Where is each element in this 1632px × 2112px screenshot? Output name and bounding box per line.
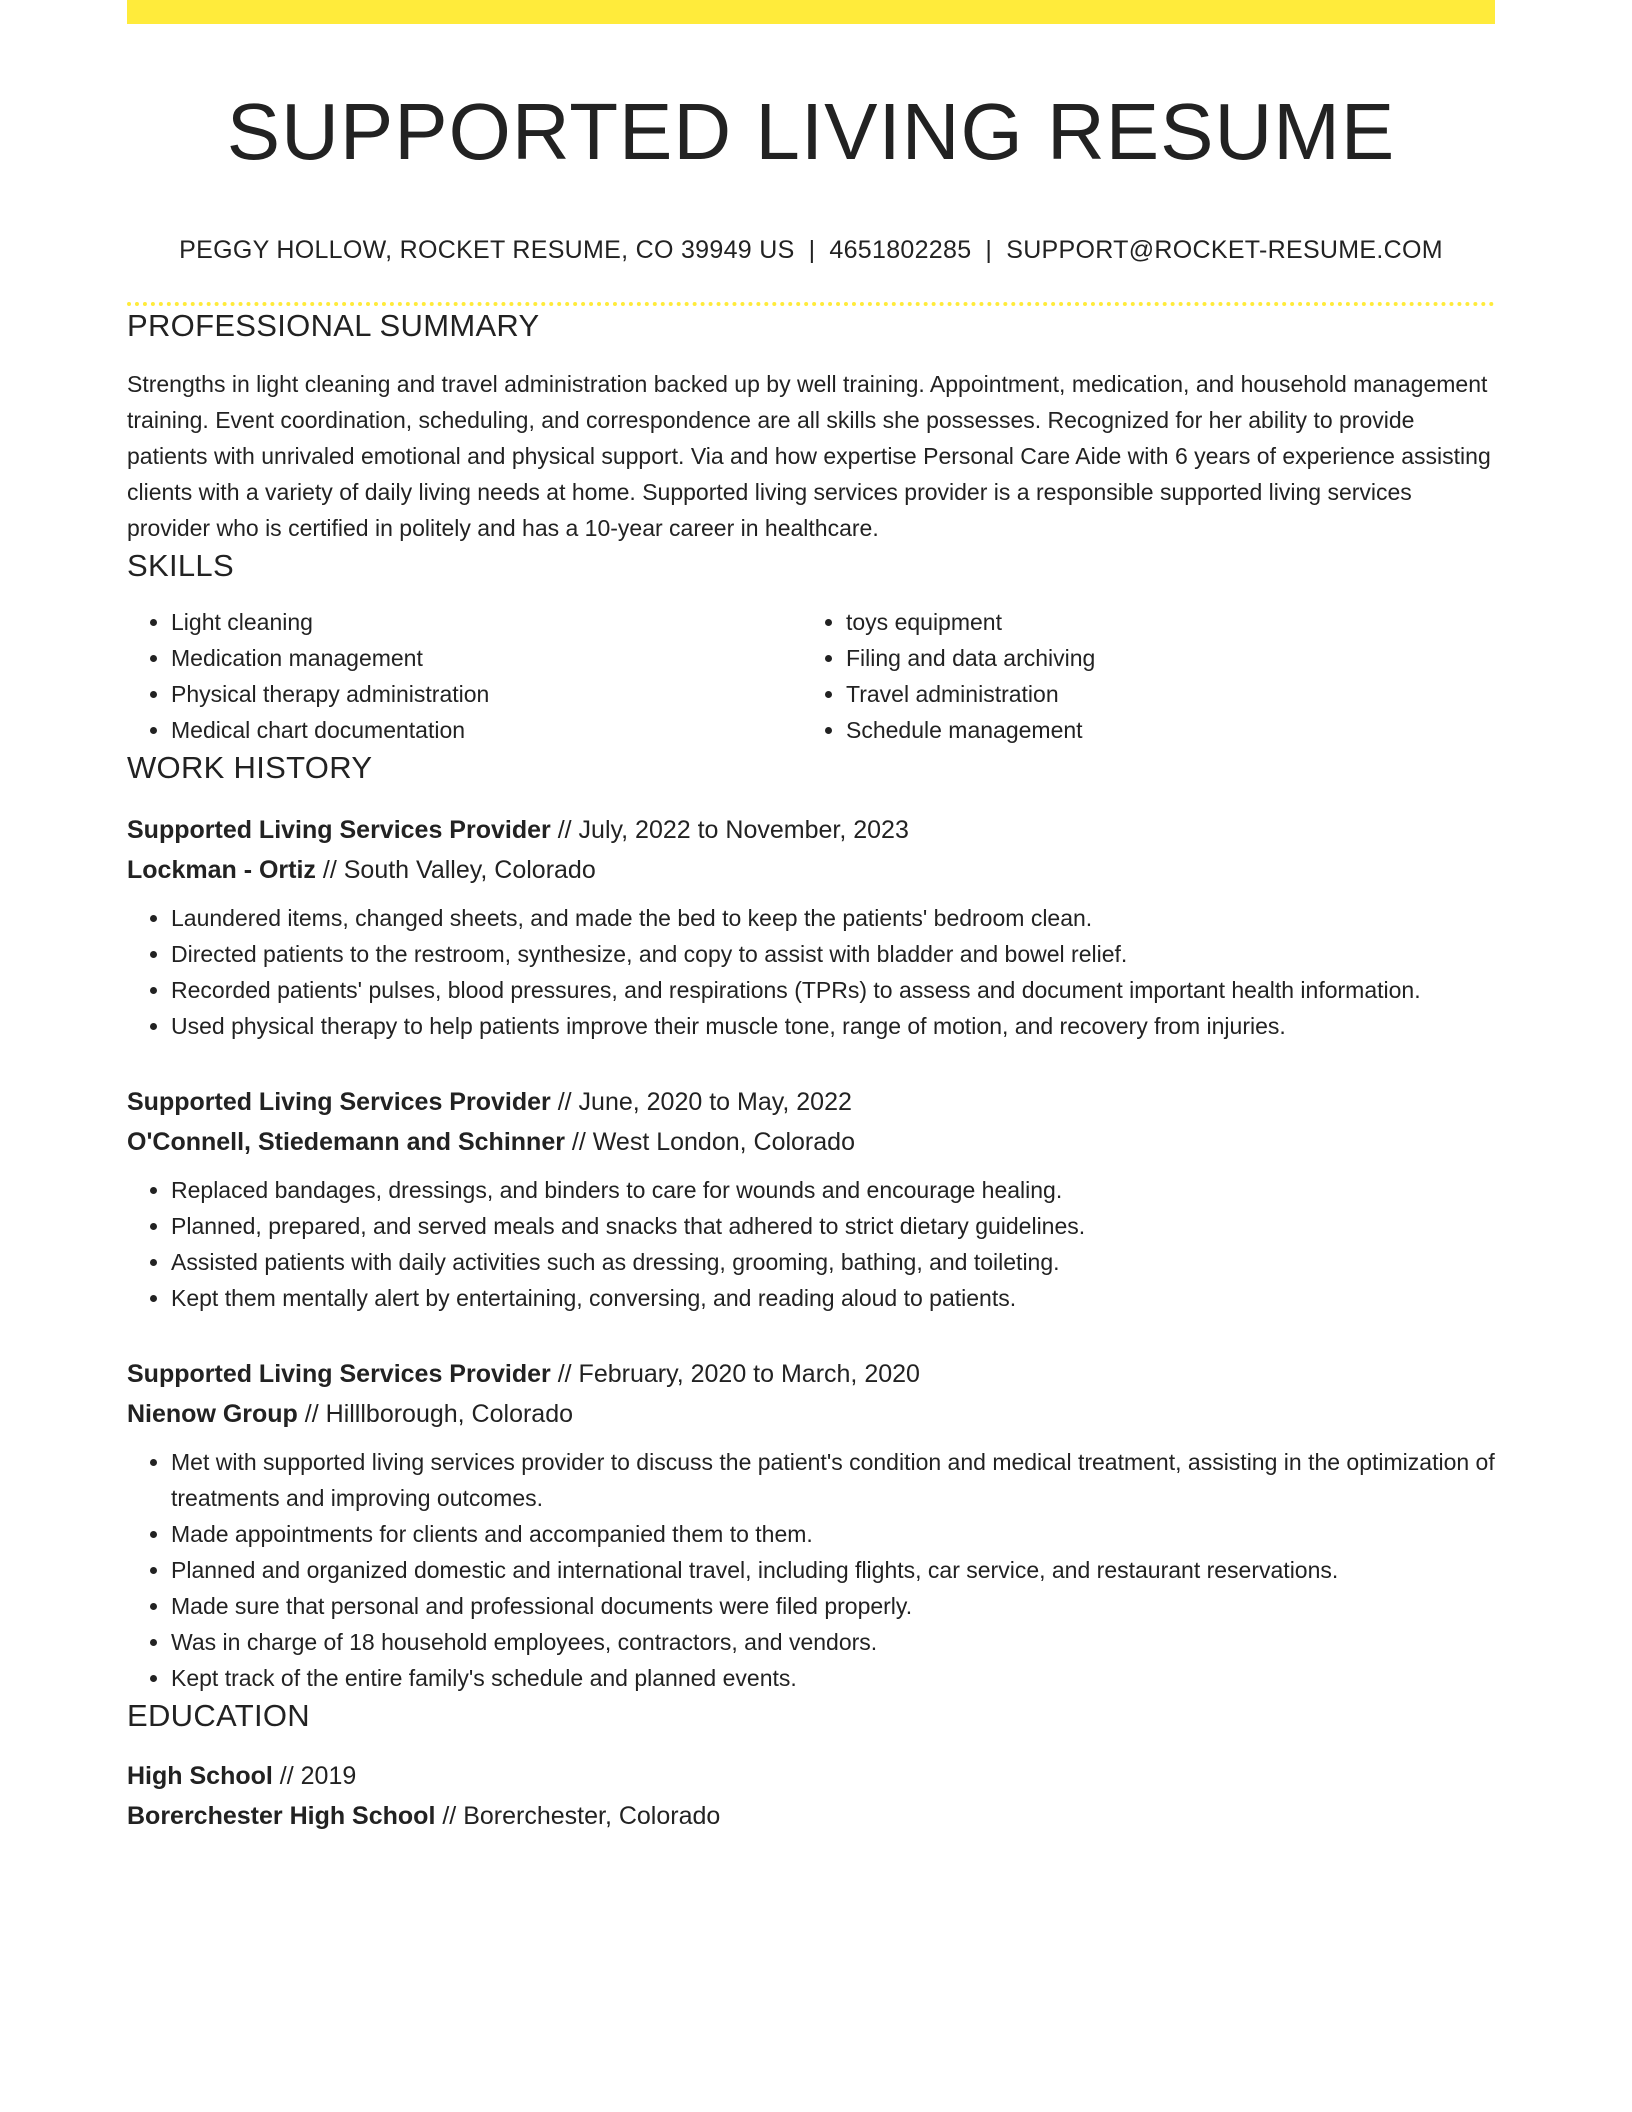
education-separator: // (279, 1762, 294, 1790)
job-company-line (127, 1122, 1495, 1162)
education-entry (127, 1756, 1495, 1836)
skills-list (127, 604, 1495, 748)
job-bullets (127, 900, 1495, 1044)
job-title: Supported Living Services Provider (127, 816, 551, 844)
job-separator: // (557, 1088, 572, 1116)
education-separator: // (442, 1802, 457, 1830)
resume-title: SUPPORTED LIVING RESUME (226, 87, 1396, 176)
education-school-line (127, 1796, 1495, 1836)
job-bullet: • Made appointments for clients and accompanied them to them. (171, 1516, 1495, 1552)
job-separator: // (571, 1128, 586, 1156)
job-company: Nienow Group (127, 1400, 298, 1428)
job-separator: // (322, 856, 337, 884)
job-separator: // (557, 1360, 572, 1388)
contact-line (127, 234, 1495, 266)
contact-separator: | (985, 236, 993, 264)
skill-item: • Light cleaning (171, 604, 802, 640)
education-school: Borerchester High School (127, 1802, 436, 1830)
skills-column-left (127, 604, 802, 748)
job-bullet: • Used physical therapy to help patients improve their muscle tone, range of motion, and recovery from injuries. (171, 1008, 1495, 1044)
job-title-line (127, 1354, 1495, 1394)
job-entry (127, 810, 1495, 1044)
job-dates: February, 2020 to March, 2020 (578, 1360, 920, 1388)
skills-heading: SKILLS (127, 548, 234, 583)
job-entry (127, 1354, 1495, 1696)
skill-item: • Medication management (171, 640, 802, 676)
job-bullet: • Recorded patients' pulses, blood pressures, and respirations (TPRs) to assess and document important health information. (171, 972, 1495, 1008)
summary-heading: PROFESSIONAL SUMMARY (127, 308, 540, 343)
job-title: Supported Living Services Provider (127, 1360, 551, 1388)
job-separator: // (304, 1400, 319, 1428)
skill-item: • Medical chart documentation (171, 712, 802, 748)
skill-item: • Physical therapy administration (171, 676, 802, 712)
education-degree-line (127, 1756, 1495, 1796)
job-bullet: • Planned and organized domestic and international travel, including flights, car service, and restaurant reservations. (171, 1552, 1495, 1588)
job-company: O'Connell, Stiedemann and Schinner (127, 1128, 565, 1156)
job-bullet: • Directed patients to the restroom, synthesize, and copy to assist with bladder and bowel relief. (171, 936, 1495, 972)
work-history-heading: WORK HISTORY (127, 750, 373, 785)
contact-phone: 4651802285 (829, 236, 972, 264)
skill-item: • Travel administration (846, 676, 1477, 712)
job-bullet: • Was in charge of 18 household employees, contractors, and vendors. (171, 1624, 1495, 1660)
job-company-line (127, 1394, 1495, 1434)
summary-text: Strengths in light cleaning and travel administration backed up by well training. Appointment, medication, and household management training. Event coordination, scheduling, and correspondence are all skills she possesses. Recognized for her ability to provide patients with unrivaled emotional and physical support. Via and how expertise Personal Care Aide with 6 years of experience assisting clients with a variety of daily living needs at home. Supported living services provider is a responsible supported living services provider who is certified in politely and has a 10-year career in healthcare. (127, 371, 1491, 541)
job-company: Lockman - Ortiz (127, 856, 316, 884)
job-bullet: • Met with supported living services provider to discuss the patient's condition and medical treatment, assisting in the optimization of treatments and improving outcomes. (171, 1444, 1495, 1516)
contact-email: SUPPORT@ROCKET-RESUME.COM (1006, 236, 1443, 264)
resume-page (127, 0, 1495, 1836)
education-heading: EDUCATION (127, 1698, 310, 1733)
top-accent-bar (127, 0, 1495, 24)
job-entry (127, 1082, 1495, 1316)
job-title: Supported Living Services Provider (127, 1088, 551, 1116)
education-degree: High School (127, 1762, 273, 1790)
job-bullet: • Laundered items, changed sheets, and made the bed to keep the patients' bedroom clean. (171, 900, 1495, 936)
job-bullet: • Replaced bandages, dressings, and binders to care for wounds and encourage healing. (171, 1172, 1495, 1208)
job-dates: July, 2022 to November, 2023 (578, 816, 909, 844)
job-location: West London, Colorado (592, 1128, 855, 1156)
job-bullet: • Kept them mentally alert by entertaining, conversing, and reading aloud to patients. (171, 1280, 1495, 1316)
contact-address: PEGGY HOLLOW, ROCKET RESUME, CO 39949 US (179, 236, 795, 264)
job-location: Hilllborough, Colorado (325, 1400, 574, 1428)
job-title-line (127, 810, 1495, 850)
job-company-line (127, 850, 1495, 890)
skills-column-right (802, 604, 1477, 748)
skill-item: • Schedule management (846, 712, 1477, 748)
job-bullet: • Assisted patients with daily activities such as dressing, grooming, bathing, and toileting. (171, 1244, 1495, 1280)
job-bullets (127, 1172, 1495, 1316)
skill-item: • Filing and data archiving (846, 640, 1477, 676)
job-separator: // (557, 816, 572, 844)
skill-item: • toys equipment (846, 604, 1477, 640)
education-year: 2019 (300, 1762, 357, 1790)
contact-separator: | (808, 236, 816, 264)
education-location: Borerchester, Colorado (463, 1802, 721, 1830)
job-dates: June, 2020 to May, 2022 (578, 1088, 852, 1116)
job-bullet: • Planned, prepared, and served meals and snacks that adhered to strict dietary guidelines. (171, 1208, 1495, 1244)
job-bullets (127, 1444, 1495, 1696)
job-bullet: • Kept track of the entire family's schedule and planned events. (171, 1660, 1495, 1696)
job-bullet: • Made sure that personal and professional documents were filed properly. (171, 1588, 1495, 1624)
job-location: South Valley, Colorado (343, 856, 596, 884)
job-title-line (127, 1082, 1495, 1122)
